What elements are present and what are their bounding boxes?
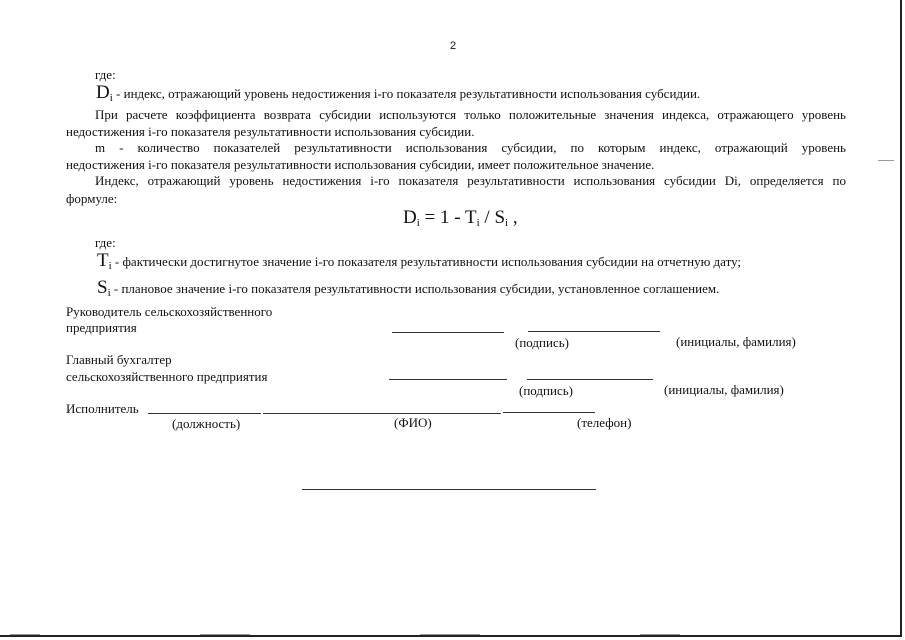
executor-phone-caption: (телефон): [577, 415, 632, 430]
head-title-line2: предприятия: [66, 320, 137, 335]
si-definition: [97, 277, 720, 299]
page-number: 2: [450, 40, 457, 52]
para-index-line1: Индекс, отражающий уровень недостижения i-го показателя результативности использования субсидии Di, определяется по: [95, 173, 846, 188]
head-title-line1: Руководитель сельскохозяйственного: [66, 304, 273, 319]
head-name-line: [528, 331, 660, 332]
scan-bottom-mark: [420, 634, 480, 635]
where-label-2: где:: [95, 235, 116, 250]
closing-separator-line: [302, 489, 596, 490]
formula-slash: / S: [479, 207, 506, 228]
accountant-name-caption: (инициалы, фамилия): [664, 382, 784, 397]
para-positive-line1: При расчете коэффициента возврата субсидии используются только положительные значения индекса, отражающего уровень: [95, 107, 846, 122]
executor-position-line: [148, 413, 261, 414]
head-name-caption: (инициалы, фамилия): [676, 334, 796, 349]
executor-label: Исполнитель: [66, 401, 139, 416]
formula-lhs-sub: i: [416, 217, 420, 229]
ti-definition: [97, 250, 742, 272]
di-definition: [96, 82, 701, 104]
head-signature-line: [392, 332, 504, 333]
para-index-line2: формуле:: [66, 191, 118, 206]
si-subscript: i: [107, 287, 111, 299]
accountant-name-line: [527, 379, 653, 380]
ti-text: - фактически достигнутое значение i-го показателя результативности использования субсидии на отчетную дату;: [114, 254, 742, 269]
para-m-line1: m - количество показателей результативности использования субсидии, по которым индекс, отражающий уровень: [95, 140, 846, 155]
accountant-signature-caption: (подпись): [519, 383, 573, 398]
formula-t-sub: i: [476, 217, 480, 229]
scan-edge-mark: [878, 160, 894, 161]
head-signature-caption: (подпись): [515, 335, 569, 350]
formula-mid: = 1 - T: [419, 207, 477, 228]
di-symbol: D: [96, 82, 110, 103]
executor-phone-line: [503, 412, 595, 413]
formula-tail: ,: [508, 207, 518, 228]
si-text: - плановое значение i-го показателя результативности использования субсидии, установленное соглашением.: [113, 281, 720, 296]
di-subscript: i: [109, 92, 113, 104]
formula-s-sub: i: [505, 217, 509, 229]
formula: [403, 206, 518, 232]
si-symbol: S: [97, 277, 108, 298]
accountant-title-line2: сельскохозяйственного предприятия: [66, 369, 268, 384]
scan-bottom-mark: [200, 634, 250, 635]
where-label-1: где:: [95, 67, 116, 82]
executor-fio-caption: (ФИО): [394, 415, 432, 430]
para-positive-line2: недостижения i-го показателя результативности использования субсидии.: [66, 124, 475, 139]
di-text: - индекс, отражающий уровень недостижения i-го показателя результативности использования субсидии.: [116, 86, 701, 101]
scan-bottom-mark: [10, 634, 40, 635]
accountant-title-line1: Главный бухгалтер: [66, 352, 172, 367]
scan-bottom-mark: [640, 634, 680, 635]
ti-subscript: i: [108, 260, 112, 272]
executor-position-caption: (должность): [172, 416, 241, 431]
ti-symbol: T: [97, 250, 109, 271]
accountant-signature-line: [389, 379, 507, 380]
para-m-line2: недостижения i-го показателя результативности использования субсидии, имеет положительное значение.: [66, 157, 655, 172]
executor-fio-line: [263, 413, 501, 414]
formula-lhs: D: [403, 207, 417, 228]
